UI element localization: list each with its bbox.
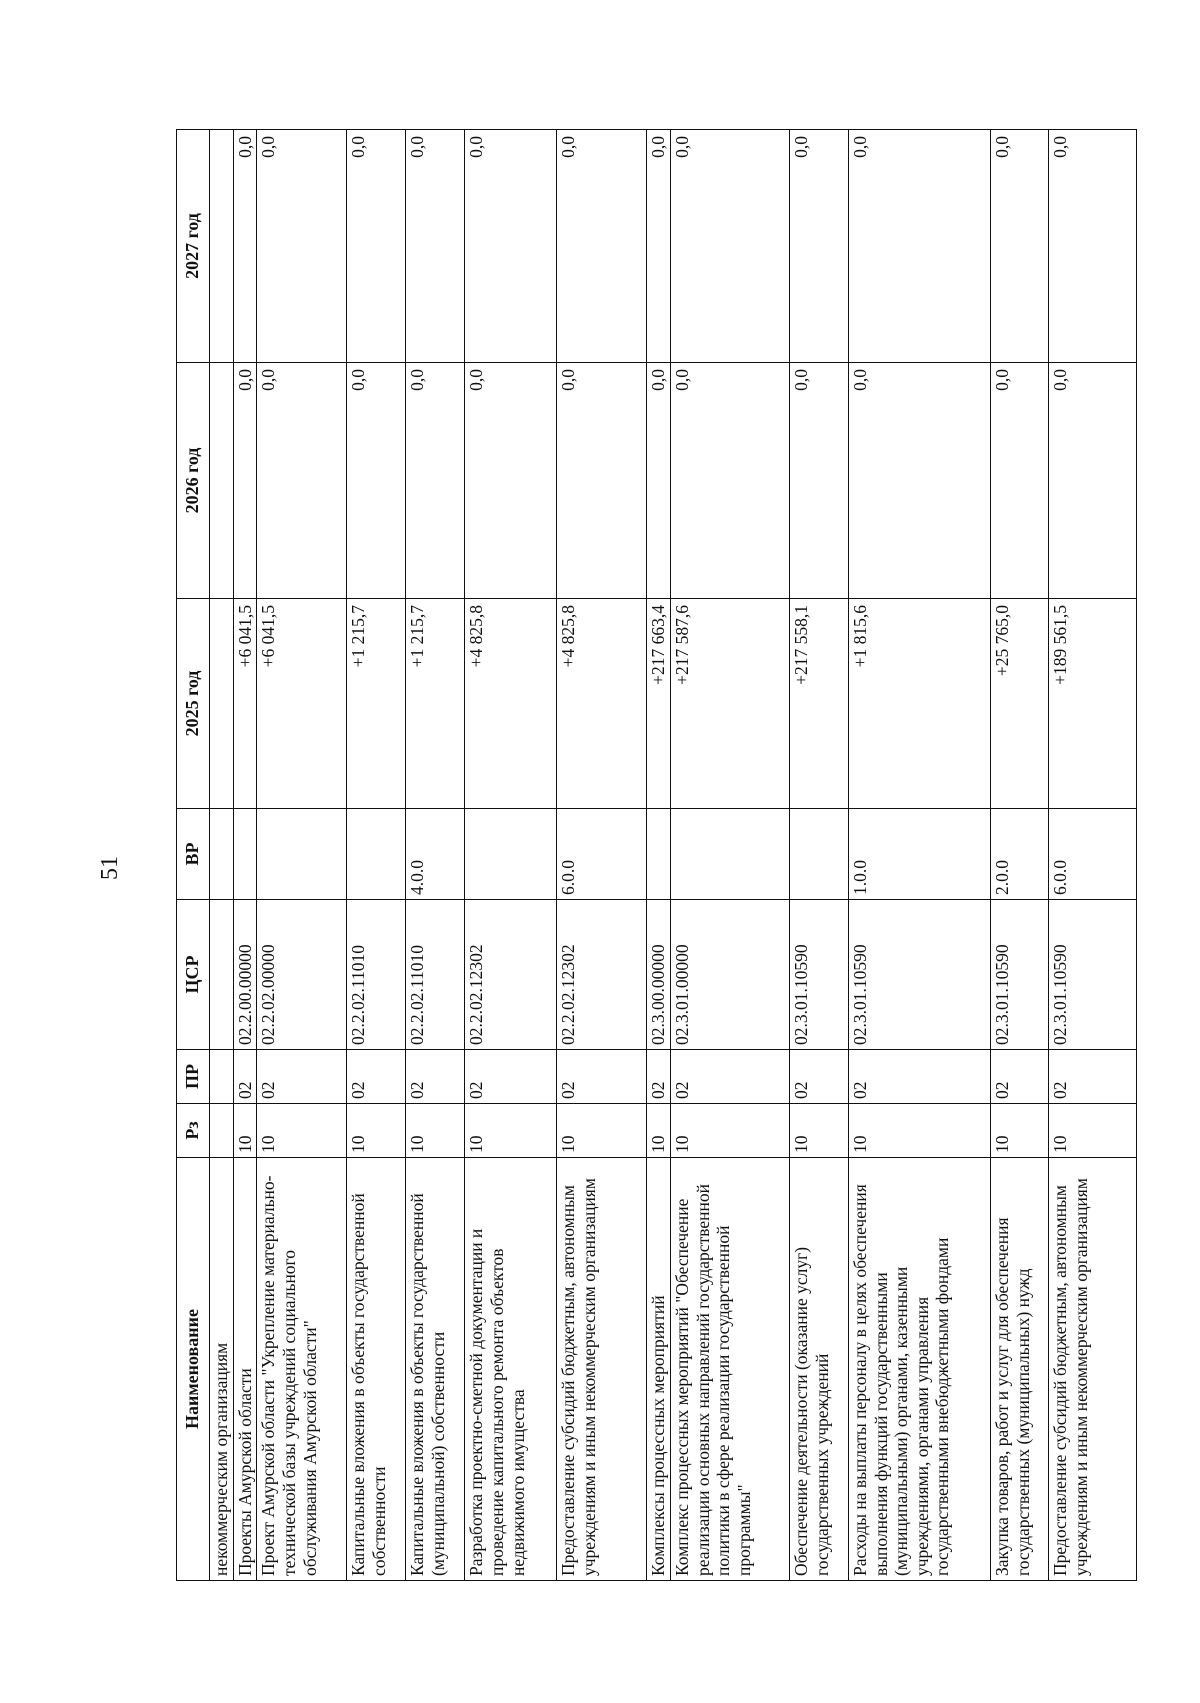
- cell-2027: 0,0: [848, 130, 990, 363]
- cell-pr: [210, 1050, 234, 1104]
- cell-name: Комплексы процессных мероприятий: [647, 1158, 671, 1581]
- cell-2026: 0,0: [647, 363, 671, 599]
- cell-2027: 0,0: [990, 130, 1048, 363]
- cell-csr: 02.2.02.12302: [557, 900, 647, 1050]
- cell-2025: +1 215,7: [347, 599, 406, 809]
- table-row: [670, 130, 789, 1581]
- cell-2027: 0,0: [789, 130, 848, 363]
- cell-pr: 02: [1048, 1050, 1136, 1104]
- cell-2025: +217 558,1: [789, 599, 848, 809]
- cell-2025: +217 587,6: [670, 599, 789, 809]
- cell-vr: [670, 809, 789, 900]
- cell-csr: 02.3.01.10590: [848, 900, 990, 1050]
- table-row: [647, 130, 671, 1581]
- cell-vr: [233, 809, 257, 900]
- budget-table-container: [176, 130, 1093, 1581]
- cell-name: Комплекс процессных мероприятий "Обеспечение реализации основных направлений государственной политики в сфере реализации государственной программы": [670, 1158, 789, 1581]
- cell-csr: 02.2.02.00000: [257, 900, 347, 1050]
- table-row: [347, 130, 406, 1581]
- cell-2026: 0,0: [848, 363, 990, 599]
- table-row: [789, 130, 848, 1581]
- cell-pr: 02: [647, 1050, 671, 1104]
- cell-pr: 02: [257, 1050, 347, 1104]
- cell-2025: +25 765,0: [990, 599, 1048, 809]
- cell-csr: 02.3.00.00000: [647, 900, 671, 1050]
- cell-2027: 0,0: [233, 130, 257, 363]
- cell-pr: 02: [406, 1050, 465, 1104]
- cell-csr: 02.3.01.10590: [1048, 900, 1136, 1050]
- cell-name: некоммерческим организациям: [210, 1158, 234, 1581]
- cell-name: Проект Амурской области "Укрепление материально-технической базы учреждений социального обслуживания Амурской области": [257, 1158, 347, 1581]
- header-pr: ПР: [177, 1050, 210, 1104]
- cell-pr: 02: [465, 1050, 557, 1104]
- cell-2026: 0,0: [233, 363, 257, 599]
- cell-2025: +6 041,5: [233, 599, 257, 809]
- cell-2025: +189 561,5: [1048, 599, 1136, 809]
- cell-2025: [210, 599, 234, 809]
- cell-2027: [210, 130, 234, 363]
- cell-csr: 02.3.01.10590: [990, 900, 1048, 1050]
- table-row: [210, 130, 234, 1581]
- cell-csr: 02.2.02.11010: [347, 900, 406, 1050]
- cell-csr: 02.2.02.11010: [406, 900, 465, 1050]
- header-name: Наименование: [177, 1158, 210, 1581]
- cell-vr: 1.0.0: [848, 809, 990, 900]
- cell-rz: 10: [347, 1104, 406, 1158]
- cell-rz: 10: [557, 1104, 647, 1158]
- table-row: [233, 130, 257, 1581]
- cell-vr: [210, 809, 234, 900]
- cell-vr: [647, 809, 671, 900]
- cell-name: Закупка товаров, работ и услуг для обеспечения государственных (муниципальных) нужд: [990, 1158, 1048, 1581]
- table-row: [990, 130, 1048, 1581]
- cell-name: Капитальные вложения в объекты государственной (муниципальной) собственности: [406, 1158, 465, 1581]
- cell-name: Проекты Амурской области: [233, 1158, 257, 1581]
- cell-rz: 10: [647, 1104, 671, 1158]
- cell-2026: 0,0: [347, 363, 406, 599]
- cell-rz: 10: [465, 1104, 557, 1158]
- cell-2027: 0,0: [670, 130, 789, 363]
- cell-vr: [789, 809, 848, 900]
- header-vr: ВР: [177, 809, 210, 900]
- cell-2027: 0,0: [1048, 130, 1136, 363]
- cell-2027: 0,0: [406, 130, 465, 363]
- cell-2026: 0,0: [557, 363, 647, 599]
- cell-csr: 02.2.02.12302: [465, 900, 557, 1050]
- table-row: [1048, 130, 1136, 1581]
- table-row: [406, 130, 465, 1581]
- header-csr: ЦСР: [177, 900, 210, 1050]
- cell-csr: 02.3.01.00000: [670, 900, 789, 1050]
- cell-csr: [210, 900, 234, 1050]
- cell-csr: 02.2.00.00000: [233, 900, 257, 1050]
- cell-2026: 0,0: [1048, 363, 1136, 599]
- cell-2027: 0,0: [347, 130, 406, 363]
- cell-2026: 0,0: [789, 363, 848, 599]
- cell-name: Расходы на выплаты персоналу в целях обеспечения выполнения функций государственными (муниципальными) органами, казенными учреждениями, органами управления государственными внебюджетными фондами: [848, 1158, 990, 1581]
- cell-2025: +6 041,5: [257, 599, 347, 809]
- cell-2027: 0,0: [465, 130, 557, 363]
- cell-2025: +217 663,4: [647, 599, 671, 809]
- cell-rz: 10: [406, 1104, 465, 1158]
- table-header-row: [177, 130, 210, 1581]
- cell-rz: 10: [848, 1104, 990, 1158]
- cell-pr: 02: [670, 1050, 789, 1104]
- cell-name: Разработка проектно-сметной документации и проведение капитального ремонта объектов недвижимого имущества: [465, 1158, 557, 1581]
- cell-2026: 0,0: [465, 363, 557, 599]
- cell-rz: 10: [1048, 1104, 1136, 1158]
- cell-name: Предоставление субсидий бюджетным, автономным учреждениям и иным некоммерческим организациям: [1048, 1158, 1136, 1581]
- cell-2026: 0,0: [670, 363, 789, 599]
- cell-2027: 0,0: [647, 130, 671, 363]
- cell-rz: 10: [257, 1104, 347, 1158]
- cell-2026: [210, 363, 234, 599]
- cell-name: Капитальные вложения в объекты государственной собственности: [347, 1158, 406, 1581]
- cell-2026: 0,0: [406, 363, 465, 599]
- cell-rz: 10: [233, 1104, 257, 1158]
- cell-vr: 2.0.0: [990, 809, 1048, 900]
- page-number: 51: [97, 856, 123, 880]
- cell-rz: 10: [990, 1104, 1048, 1158]
- cell-2026: 0,0: [990, 363, 1048, 599]
- cell-rz: [210, 1104, 234, 1158]
- cell-vr: [257, 809, 347, 900]
- cell-pr: 02: [789, 1050, 848, 1104]
- cell-vr: [465, 809, 557, 900]
- cell-2026: 0,0: [257, 363, 347, 599]
- cell-vr: [347, 809, 406, 900]
- table-row: [465, 130, 557, 1581]
- cell-name: Предоставление субсидий бюджетным, автономным учреждениям и иным некоммерческим организациям: [557, 1158, 647, 1581]
- cell-2025: +1 215,7: [406, 599, 465, 809]
- header-rz: Рз: [177, 1104, 210, 1158]
- cell-name: Обеспечение деятельности (оказание услуг) государственных учреждений: [789, 1158, 848, 1581]
- cell-2025: +1 815,6: [848, 599, 990, 809]
- cell-2027: 0,0: [257, 130, 347, 363]
- cell-pr: 02: [347, 1050, 406, 1104]
- cell-rz: 10: [789, 1104, 848, 1158]
- table-row: [557, 130, 647, 1581]
- cell-rz: 10: [670, 1104, 789, 1158]
- cell-pr: 02: [233, 1050, 257, 1104]
- header-2027: 2027 год: [177, 130, 210, 363]
- cell-2027: 0,0: [557, 130, 647, 363]
- cell-vr: 6.0.0: [557, 809, 647, 900]
- table-row: [257, 130, 347, 1581]
- header-2026: 2026 год: [177, 363, 210, 599]
- cell-pr: 02: [990, 1050, 1048, 1104]
- budget-table: [176, 129, 1137, 1581]
- cell-pr: 02: [848, 1050, 990, 1104]
- cell-2025: +4 825,8: [465, 599, 557, 809]
- table-row: [848, 130, 990, 1581]
- cell-pr: 02: [557, 1050, 647, 1104]
- cell-2025: +4 825,8: [557, 599, 647, 809]
- header-2025: 2025 год: [177, 599, 210, 809]
- cell-vr: 4.0.0: [406, 809, 465, 900]
- cell-csr: 02.3.01.10590: [789, 900, 848, 1050]
- cell-vr: 6.0.0: [1048, 809, 1136, 900]
